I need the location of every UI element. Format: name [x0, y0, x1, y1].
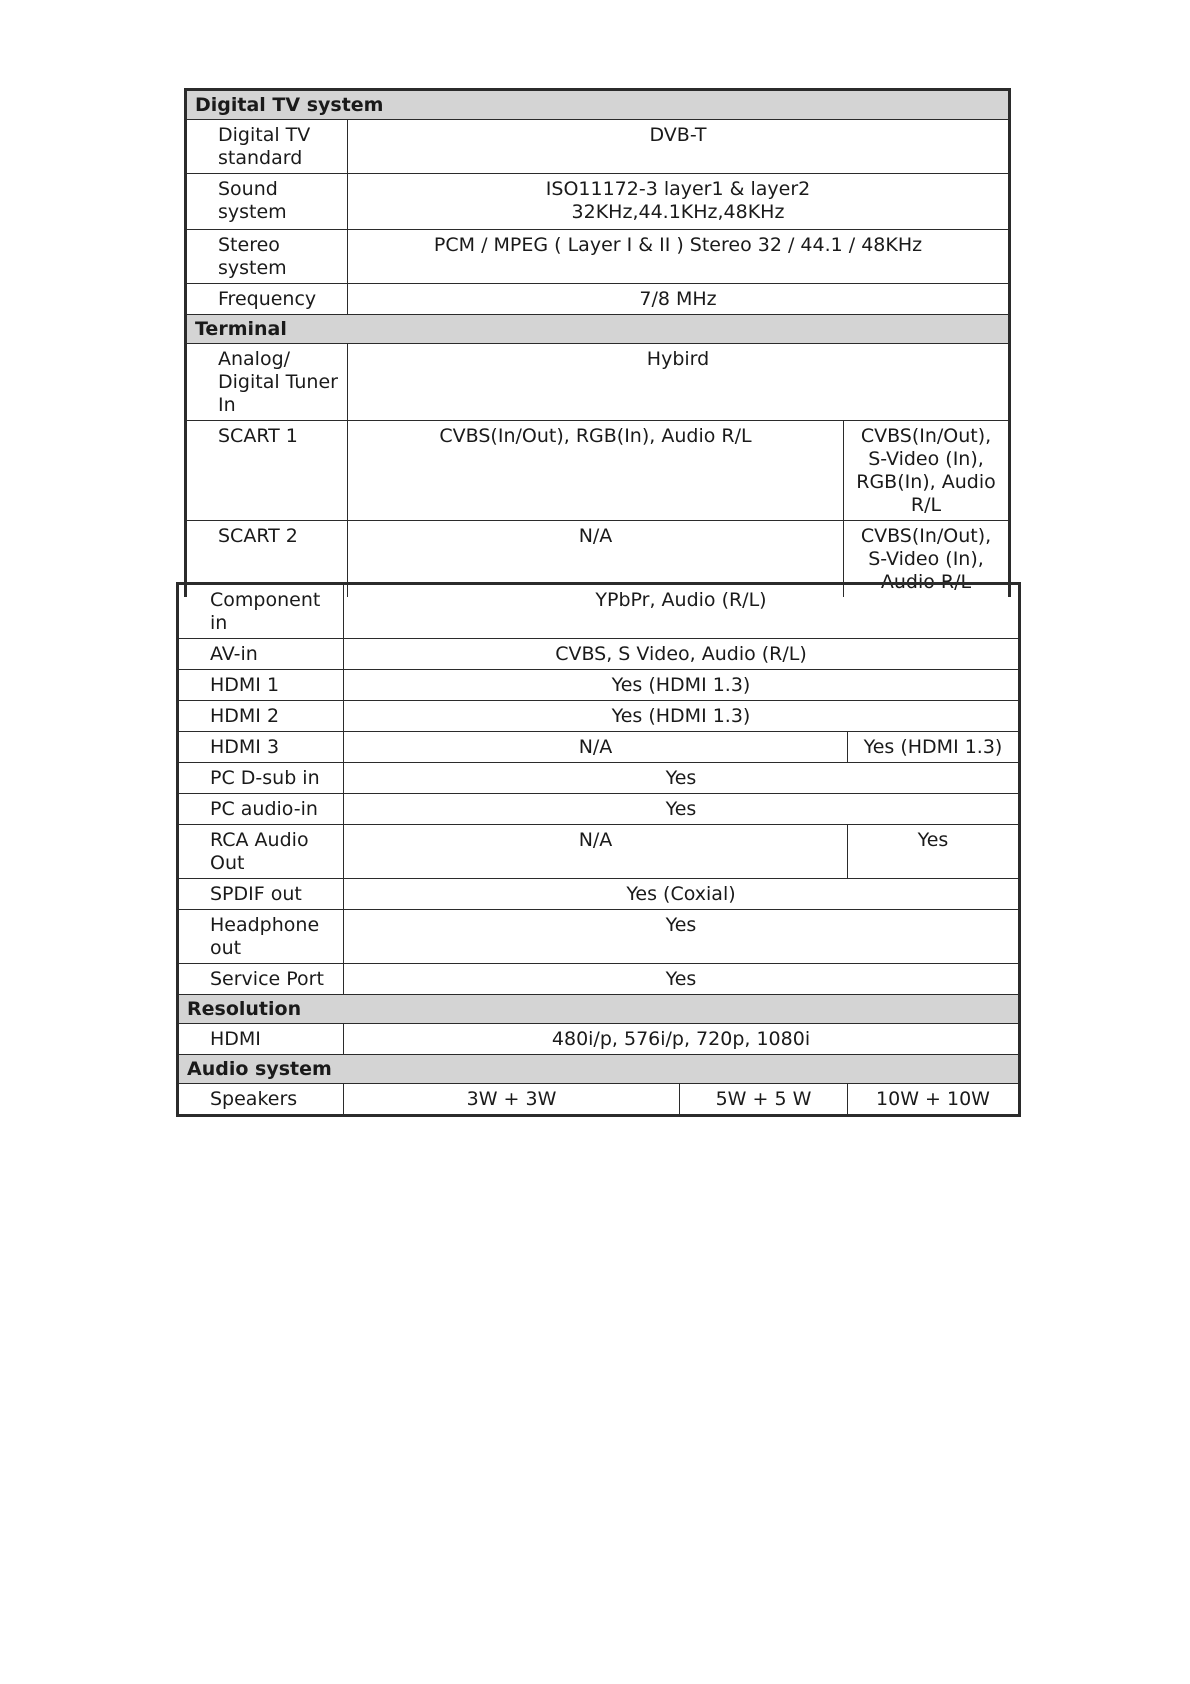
row-value-hdmi1: Yes (HDMI 1.3) — [344, 670, 1020, 701]
section-heading-digital-tv: Digital TV system — [186, 90, 1010, 120]
row-value-pc-audio: Yes — [344, 794, 1020, 825]
table-row — [178, 639, 1020, 670]
table-row — [178, 670, 1020, 701]
row-value-speakers-c: 10W + 10W — [848, 1084, 1020, 1116]
row-value-rca-audio-a: N/A — [344, 825, 848, 879]
row-value-frequency: 7/8 MHz — [348, 284, 1010, 315]
table-row — [178, 732, 1020, 763]
row-value-rca-audio-b: Yes — [848, 825, 1020, 879]
table-row — [178, 879, 1020, 910]
row-value-scart2-a: N/A — [348, 521, 844, 598]
row-value-pc-dsub: Yes — [344, 763, 1020, 794]
table-row — [178, 910, 1020, 964]
row-label-component: Component in — [178, 584, 344, 639]
row-value-hdmi3-b: Yes (HDMI 1.3) — [848, 732, 1020, 763]
table-row — [178, 964, 1020, 995]
row-label-hdmi2: HDMI 2 — [178, 701, 344, 732]
row-value-service-port: Yes — [344, 964, 1020, 995]
row-label-hdmi1: HDMI 1 — [178, 670, 344, 701]
row-label-frequency: Frequency — [186, 284, 348, 315]
row-value-scart1-b: CVBS(In/Out), S-Video (In), RGB(In), Audio R/L — [844, 421, 1010, 521]
row-value-tuner: Hybird — [348, 344, 1010, 421]
row-value-scart1-a: CVBS(In/Out), RGB(In), Audio R/L — [348, 421, 844, 521]
section-heading-terminal: Terminal — [186, 315, 1010, 344]
row-label-av-in: AV-in — [178, 639, 344, 670]
row-label-pc-audio: PC audio-in — [178, 794, 344, 825]
row-value-sound-system: ISO11172-3 layer1 & layer2 32KHz,44.1KHz,48KHz — [348, 174, 1010, 230]
row-label-hdmi3: HDMI 3 — [178, 732, 344, 763]
row-label-stereo-system: Stereo system — [186, 230, 348, 284]
table-row — [178, 701, 1020, 732]
row-value-resolution-hdmi: 480i/p, 576i/p, 720p, 1080i — [344, 1024, 1020, 1055]
table-row — [178, 584, 1020, 639]
table-row — [178, 763, 1020, 794]
row-value-speakers-b: 5W + 5 W — [680, 1084, 848, 1116]
row-label-speakers: Speakers — [178, 1084, 344, 1116]
row-label-headphone: Headphone out — [178, 910, 344, 964]
table-row — [178, 1084, 1020, 1116]
table-row — [186, 421, 1010, 521]
row-label-pc-dsub: PC D-sub in — [178, 763, 344, 794]
table-row — [186, 174, 1010, 230]
table-row — [186, 284, 1010, 315]
row-label-tuner: Analog/ Digital Tuner In — [186, 344, 348, 421]
table-row — [178, 1024, 1020, 1055]
row-value-av-in: CVBS, S Video, Audio (R/L) — [344, 639, 1020, 670]
row-value-spdif: Yes (Coxial) — [344, 879, 1020, 910]
table-row — [186, 230, 1010, 284]
spec-table-bottom — [176, 582, 1021, 1117]
table-row — [178, 794, 1020, 825]
spec-table-top — [184, 88, 1011, 597]
row-label-resolution-hdmi: HDMI — [178, 1024, 344, 1055]
row-value-hdmi3-a: N/A — [344, 732, 848, 763]
row-label-rca-audio: RCA Audio Out — [178, 825, 344, 879]
row-label-digital-tv-standard: Digital TV standard — [186, 120, 348, 174]
row-value-stereo-system: PCM / MPEG ( Layer I & II ) Stereo 32 / 44.1 / 48KHz — [348, 230, 1010, 284]
row-label-sound-system: Sound system — [186, 174, 348, 230]
table-row — [178, 825, 1020, 879]
row-value-headphone: Yes — [344, 910, 1020, 964]
section-heading-resolution: Resolution — [178, 995, 1020, 1024]
row-value-scart2-b: CVBS(In/Out), S-Video (In), Audio R/L — [844, 521, 1010, 598]
row-label-service-port: Service Port — [178, 964, 344, 995]
section-heading-audio-system: Audio system — [178, 1055, 1020, 1084]
row-label-scart1: SCART 1 — [186, 421, 348, 521]
row-value-speakers-a: 3W + 3W — [344, 1084, 680, 1116]
row-value-component: YPbPr, Audio (R/L) — [344, 584, 1020, 639]
row-label-scart2: SCART 2 — [186, 521, 348, 598]
row-value-digital-tv-standard: DVB-T — [348, 120, 1010, 174]
table-row — [186, 120, 1010, 174]
row-value-hdmi2: Yes (HDMI 1.3) — [344, 701, 1020, 732]
table-row — [186, 344, 1010, 421]
row-label-spdif: SPDIF out — [178, 879, 344, 910]
